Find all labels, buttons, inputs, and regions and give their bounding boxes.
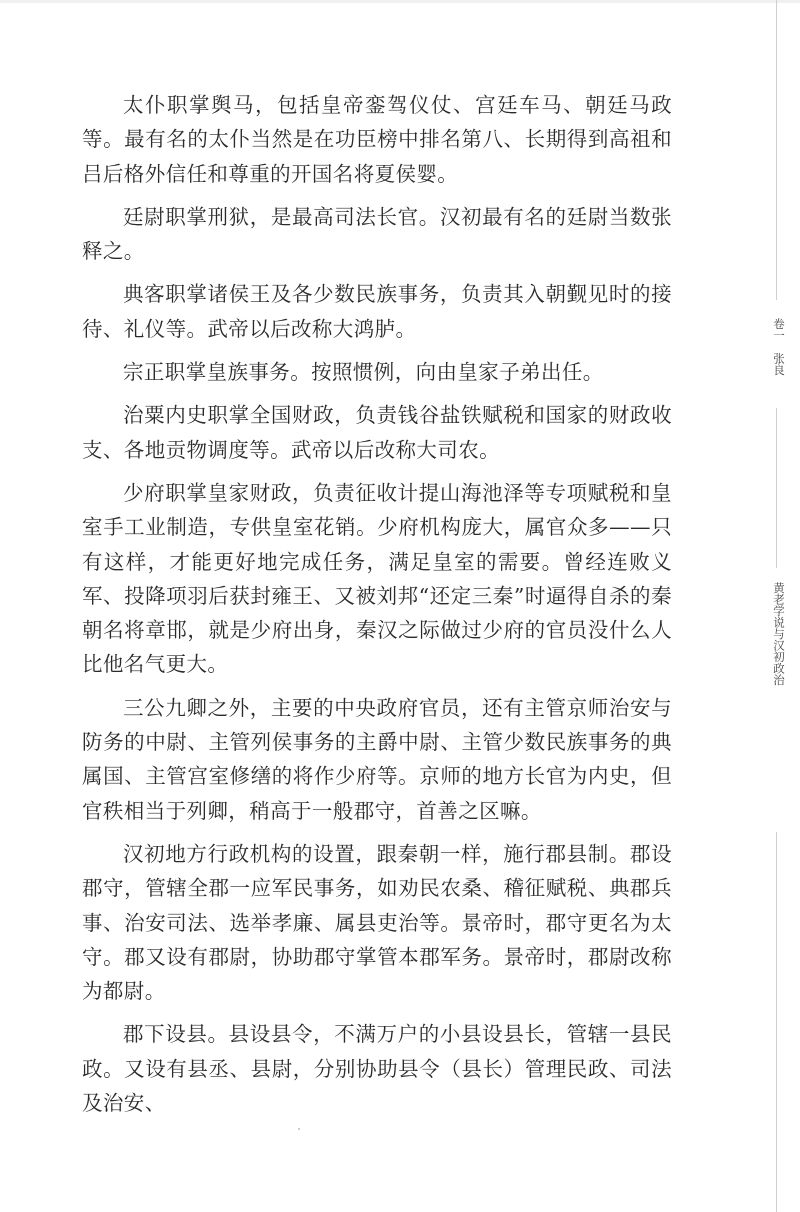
paragraph-shaofu: 少府职掌皇家财政，负责征收计提山海池泽等专项赋税和皇室手工业制造，专供皇室花销。少府机构庞大，属官众多——只有这样，才能更好地完成任务，满足皇室的需要。曾经连败义军、投降项羽后获封雍王、又被刘邦“还定三秦”时逼得自杀的秦朝名将章邯，就是少府出身，秦汉之际做过少府的官员没什么人比他名气更大。	[82, 480, 672, 677]
paragraph-local-administration: 汉初地方行政机构的设置，跟秦朝一样，施行郡县制。郡设郡守，管辖全郡一应军民事务，如劝民农桑、稽征赋税、典郡兵事、治安司法、选举孝廉、属县吏治等。景帝时，郡守更名为太守。郡又设有郡尉，协助郡守掌管本郡军务。景帝时，郡尉改称为都尉。	[82, 841, 672, 1004]
print-speck	[298, 1128, 300, 1130]
paragraph-dianke: 典客职掌诸侯王及各少数民族事务，负责其入朝觐见时的接待、礼仪等。武帝以后改称大鸿胪。	[82, 282, 672, 341]
paragraph-zongzheng: 宗正职掌皇族事务。按照惯例，向由皇家子弟出任。	[123, 360, 604, 385]
paragraph-tingwei: 廷尉职掌刑狱，是最高司法长官。汉初最有名的廷尉当数张释之。	[82, 204, 672, 264]
paragraph-county-system: 郡下设县。县设县令，不满万户的小县设县长，管辖一县民政。又设有县丞、县尉，分别协助县令（县长）管理民政、司法及治安、	[82, 1022, 672, 1116]
page-top-rule	[0, 0, 800, 3]
paragraph-zhisu-neishi: 治粟内史职掌全国财政，负责钱谷盐铁赋税和国家的财政收支、各地贡物调度等。武帝以后改称大司农。	[82, 403, 672, 462]
margin-divider-line	[776, 408, 777, 568]
paragraph-central-officials: 三公九卿之外，主要的中央政府官员，还有主管京师治安与防务的中尉、主管列侯事务的主爵中尉、主管少数民族事务的典属国、主管宫室修缮的将作少府等。京师的地方长官为内史，但官秩相当于列卿，稍高于一般郡守，首善之区嘛。	[82, 695, 672, 823]
running-header-column	[752, 0, 800, 1212]
margin-divider-line	[776, 832, 777, 1212]
main-text-block	[82, 88, 672, 1129]
margin-divider-line	[776, 0, 777, 300]
chapter-label: 黄老学说与汉初政治	[772, 582, 786, 686]
volume-label: 卷一 张良	[772, 318, 786, 376]
paragraph-taipu: 太仆职掌舆马，包括皇帝銮驾仪仗、宫廷车马、朝廷马政等。最有名的太仆当然是在功臣榜中排名第八、长期得到高祖和吕后格外信任和尊重的开国名将夏侯婴。	[82, 93, 672, 186]
